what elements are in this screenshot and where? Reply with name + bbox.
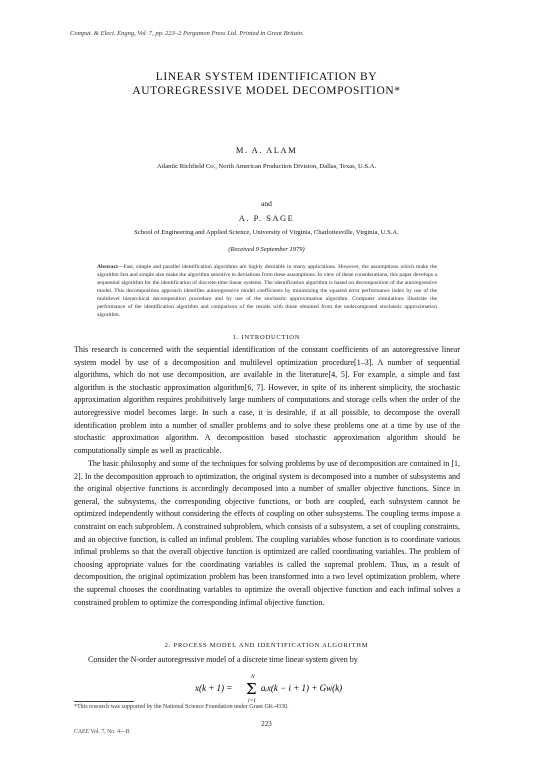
section-2-heading: 2. PROCESS MODEL AND IDENTIFICATION ALGORITHM [164, 642, 369, 649]
footnote: *This research was supported by the National Science Foundation under Grant GK-4330. [74, 704, 289, 710]
abstract [97, 263, 437, 319]
sigma-symbol-icon: Σ [246, 680, 257, 698]
equation-sum-upper: N [251, 674, 255, 680]
title-line-1: LINEAR SYSTEM IDENTIFICATION BY [155, 71, 378, 83]
abstract-text: —Fast, simple and parallel identification algorithms are highly desirable in many applications. However, the assumptions which make the algorithm fast and simple also make the algorithm sensitive to deviations from these assumptions. In view of these considerations, this paper develops a sequential algorithm for the identification of discrete-time linear systems. The identification algorithm is based on decomposition of the autoregressive model. This decomposition approach identifies autoregressive model coefficients by minimizing the squared error performance index by use of the multilevel hierarchical decomposition procedure and by use of the stochastic approximation algorithm. Computer simulations illustrate the performance of the identification algorithm and comparison of the results with those obtained from the undecomposed stochastic approximation algorithm. [97, 264, 437, 318]
section-2-intro: Consider the N-order autoregressive model of a discrete time linear system given by [88, 655, 358, 664]
author-2-name: A. P. SAGE [238, 213, 295, 223]
equation-lhs: x(k + 1) = [195, 683, 233, 693]
equation-rhs: aᵢx(k − i + 1) + Gw(k) [261, 683, 343, 693]
received-date: (Received 9 September 1979) [228, 246, 305, 253]
equation-1 [195, 670, 375, 704]
paper-title [40, 70, 493, 98]
footnote-divider [74, 701, 134, 702]
author-2-affiliation: School of Engineering and Applied Science, University of Virginia, Charlottesville, Virginia, U.S.A. [134, 229, 399, 236]
author-1-name: M. A. ALAM [235, 145, 298, 155]
page-number: 223 [261, 720, 272, 728]
author-1-affiliation: Atlantic Richfield Co., North American Production Division, Dallas, Texas, U.S.A. [156, 163, 377, 170]
section-1-heading: 1. INTRODUCTION [232, 334, 301, 341]
and-separator: and [261, 199, 272, 208]
issn-line: CAEE Vol. 7, No. 4—B [74, 729, 130, 735]
section-1-paragraph-2: The basic philosophy and some of the techniques for solving problems by use of decomposition are contained in [1, 2]. In the decomposition approach to optimization, the original system is decomposed into a number of subsystems and the original objective functions is accordingly decomposed into a number of smaller objective functions. Since in general, the subsystems, the corresponding objective functions, or both are coupled, each subsystem cannot be optimized independently without considering the effects of coupling on other subsystems. The coupling terms impose a constraint on each subproblem. A constrained subproblem, which consists of a subsystem, a set of coupling constraints, and an objective function, is called an infimal problem. The coupling variables whose function is to coordinate various infimal problems so that the overall objective function is optimized are called coordinating variables. The problem of choosing appropriate values for the coordinating variables is called the supremal problem. Thus, as a result of decomposition, the original optimization problem has been transformed into a two level optimization problem, where the supremal chooses the coordinating variables to optimize the overall objective function and each infimal solves a constrained problem to optimize the corresponding infimal objective function. [74, 459, 460, 607]
section-1-paragraph-1: This research is concerned with the sequential identification of the constant coefficients of an autoregressive linear system model by use of a decomposition and multilevel optimization procedure[1–3]. A number of sequential algorithms, which do not use decomposition, are available in the literature[4, 5]. For example, a simple and fast algorithm is the stochastic approximation algorithm[6, 7]. However, in spite of its inherent simplicity, the stochastic approximation algorithm requires prohibitively large numbers of computations and storage cells when the order of the autoregressive model becomes large. In such a case, it is desirable, if at all possible, to decompose the overall identification problem into a number of smaller problems and to solve these problems one at a time by use of the stochastic approximation algorithm. A decomposition based stochastic approximation algorithm should be computationally simple as well as practicable. [74, 345, 460, 455]
journal-header: Comput. & Elect. Engng, Vol. 7, pp. 223–2 Pergamon Press Ltd. Printed in Great Britain. [70, 30, 304, 37]
title-line-2: AUTOREGRESSIVE MODEL DECOMPOSITION* [132, 85, 401, 97]
equation-sum-lower: i=1 [248, 698, 256, 704]
abstract-lead: Abstract [97, 264, 118, 270]
